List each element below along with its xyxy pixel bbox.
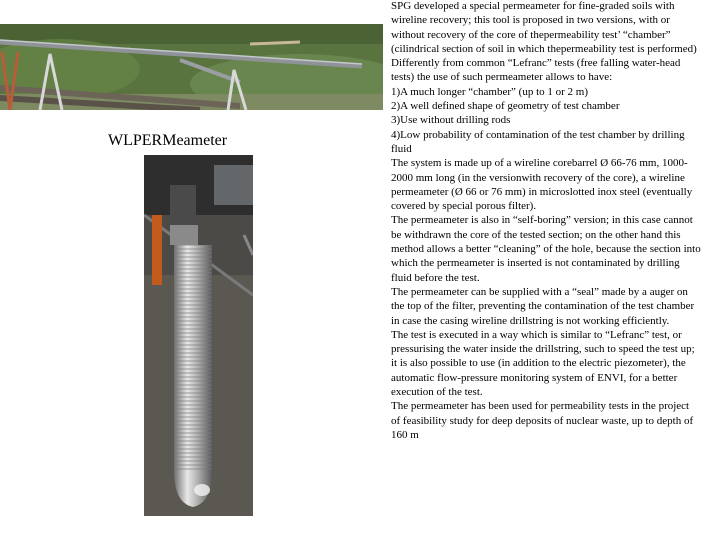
paragraph-nuclear-waste: The permeameter has been used for permeability tests in the project of feasibility study for deep deposits of nuclear waste, up to depth of 160 m — [391, 400, 694, 441]
list-item-2: 2)A well defined shape of geometry of test chamber — [391, 100, 620, 113]
list-item-3: 3)Use without drilling rods — [391, 114, 511, 127]
paragraph-system: The system is made up of a wireline corebarrel Ø 66-76 mm, 1000-2000 mm long (in the versionwith recovery of the core), a wireline permeameter (Ø 66 or 76 mm) in microslotted inox steel (eventually covered by special porous filter). — [391, 157, 693, 213]
field-pipes-photo — [0, 24, 383, 110]
paragraph-self-boring: The permeameter is also in “self-boring” version; in this case cannot be withdrawn the core of the tested section; on the other hand this method allows a better “cleaning” of the hole, because the section into which the permeameter is inserted is not contaminated by drilling fluid before the test. — [391, 214, 701, 284]
list-item-4: 4)Low probability of contamination of the test chamber by drilling fluid — [391, 128, 685, 155]
paragraph-test-execution: The test is executed in a way which is similar to “Lefranc” test, or pressurising the water inside the drillstring, such to speed the test up; it is also possible to use (in addition to the electric piezometer), the automatic flow-pressure monitoring system of ENVI, for a better execution of the test. — [391, 328, 695, 399]
figure-caption: WLPERMeameter — [108, 132, 228, 149]
permeameter-illustration — [144, 155, 253, 516]
permeameter-photo — [144, 155, 253, 516]
description-text — [391, 0, 701, 442]
list-item-1: 1)A much longer “chamber” (up to 1 or 2 m) — [391, 85, 589, 98]
paragraph-intro: SPG developed a special permeameter for fine-graded soils with wireline recovery; this tool is proposed in two versions, with or without recovery of the core of thepermeability test’ “chamber” (cilindrical section of soil in which thepermeability test is performed) — [391, 0, 697, 55]
field-pipes-illustration — [0, 24, 383, 110]
paragraph-seal: The permeameter can be supplied with a “seal” made by a auger on the top of the filter, preventing the contamination of the test chamber in case the casing wireline drillstring is not working efficiently. — [391, 285, 695, 327]
paragraph-lefranc: Differently from common “Lefranc” tests (free falling water-head tests) the use of such permeameter allows to have: — [391, 57, 681, 84]
